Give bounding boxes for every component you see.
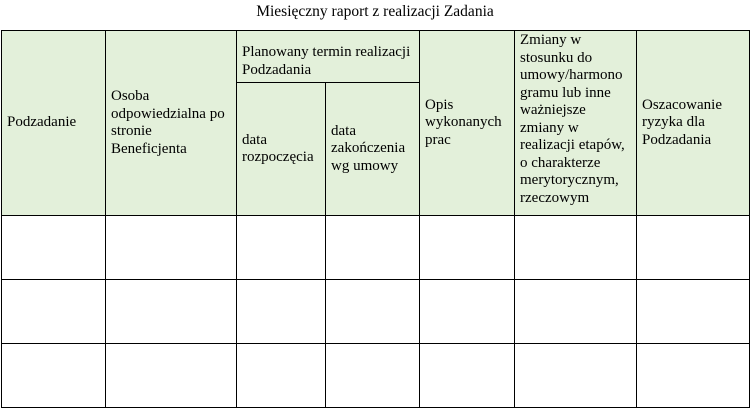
report-table bbox=[1, 30, 750, 408]
cell-podzadanie bbox=[2, 280, 106, 344]
header-osoba-odpowiedzialna: Osoba odpowiedzialna po stronie Beneficjenta bbox=[106, 31, 237, 216]
cell-podzadanie bbox=[2, 216, 106, 280]
cell-opis bbox=[420, 344, 515, 408]
table-row bbox=[2, 344, 750, 408]
header-planowany-termin: Planowany termin realizacji Podzadania bbox=[237, 31, 420, 83]
cell-ryzyko bbox=[637, 216, 750, 280]
header-podzadanie: Podzadanie bbox=[2, 31, 106, 216]
cell-opis bbox=[420, 216, 515, 280]
cell-osoba bbox=[106, 280, 237, 344]
header-data-rozpoczecia: data rozpoczęcia bbox=[237, 83, 326, 216]
cell-zmiany bbox=[515, 344, 637, 408]
cell-osoba bbox=[106, 344, 237, 408]
header-data-zakonczenia: data zakończenia wg umowy bbox=[326, 83, 420, 216]
cell-zmiany bbox=[515, 216, 637, 280]
cell-podzadanie bbox=[2, 344, 106, 408]
cell-data-zakonczenia bbox=[326, 344, 420, 408]
table-row bbox=[2, 280, 750, 344]
cell-opis bbox=[420, 280, 515, 344]
document-title: Miesięczny raport z realizacji Zadania bbox=[256, 3, 494, 20]
cell-osoba bbox=[106, 216, 237, 280]
cell-data-zakonczenia bbox=[326, 216, 420, 280]
header-opis: Opis wykonanych prac bbox=[420, 31, 515, 216]
cell-data-rozpoczecia bbox=[237, 216, 326, 280]
cell-data-rozpoczecia bbox=[237, 344, 326, 408]
cell-zmiany bbox=[515, 280, 637, 344]
header-zmiany: Zmiany w stosunku do umowy/harmono gramu lub inne ważniejsze zmiany w realizacji etapów, o charakterze merytorycznym, rzeczowym bbox=[515, 31, 637, 216]
cell-data-rozpoczecia bbox=[237, 280, 326, 344]
header-ryzyko: Oszacowanie ryzyka dla Podzadania bbox=[637, 31, 750, 216]
cell-ryzyko bbox=[637, 344, 750, 408]
cell-ryzyko bbox=[637, 280, 750, 344]
cell-data-zakonczenia bbox=[326, 280, 420, 344]
table-row bbox=[2, 216, 750, 280]
